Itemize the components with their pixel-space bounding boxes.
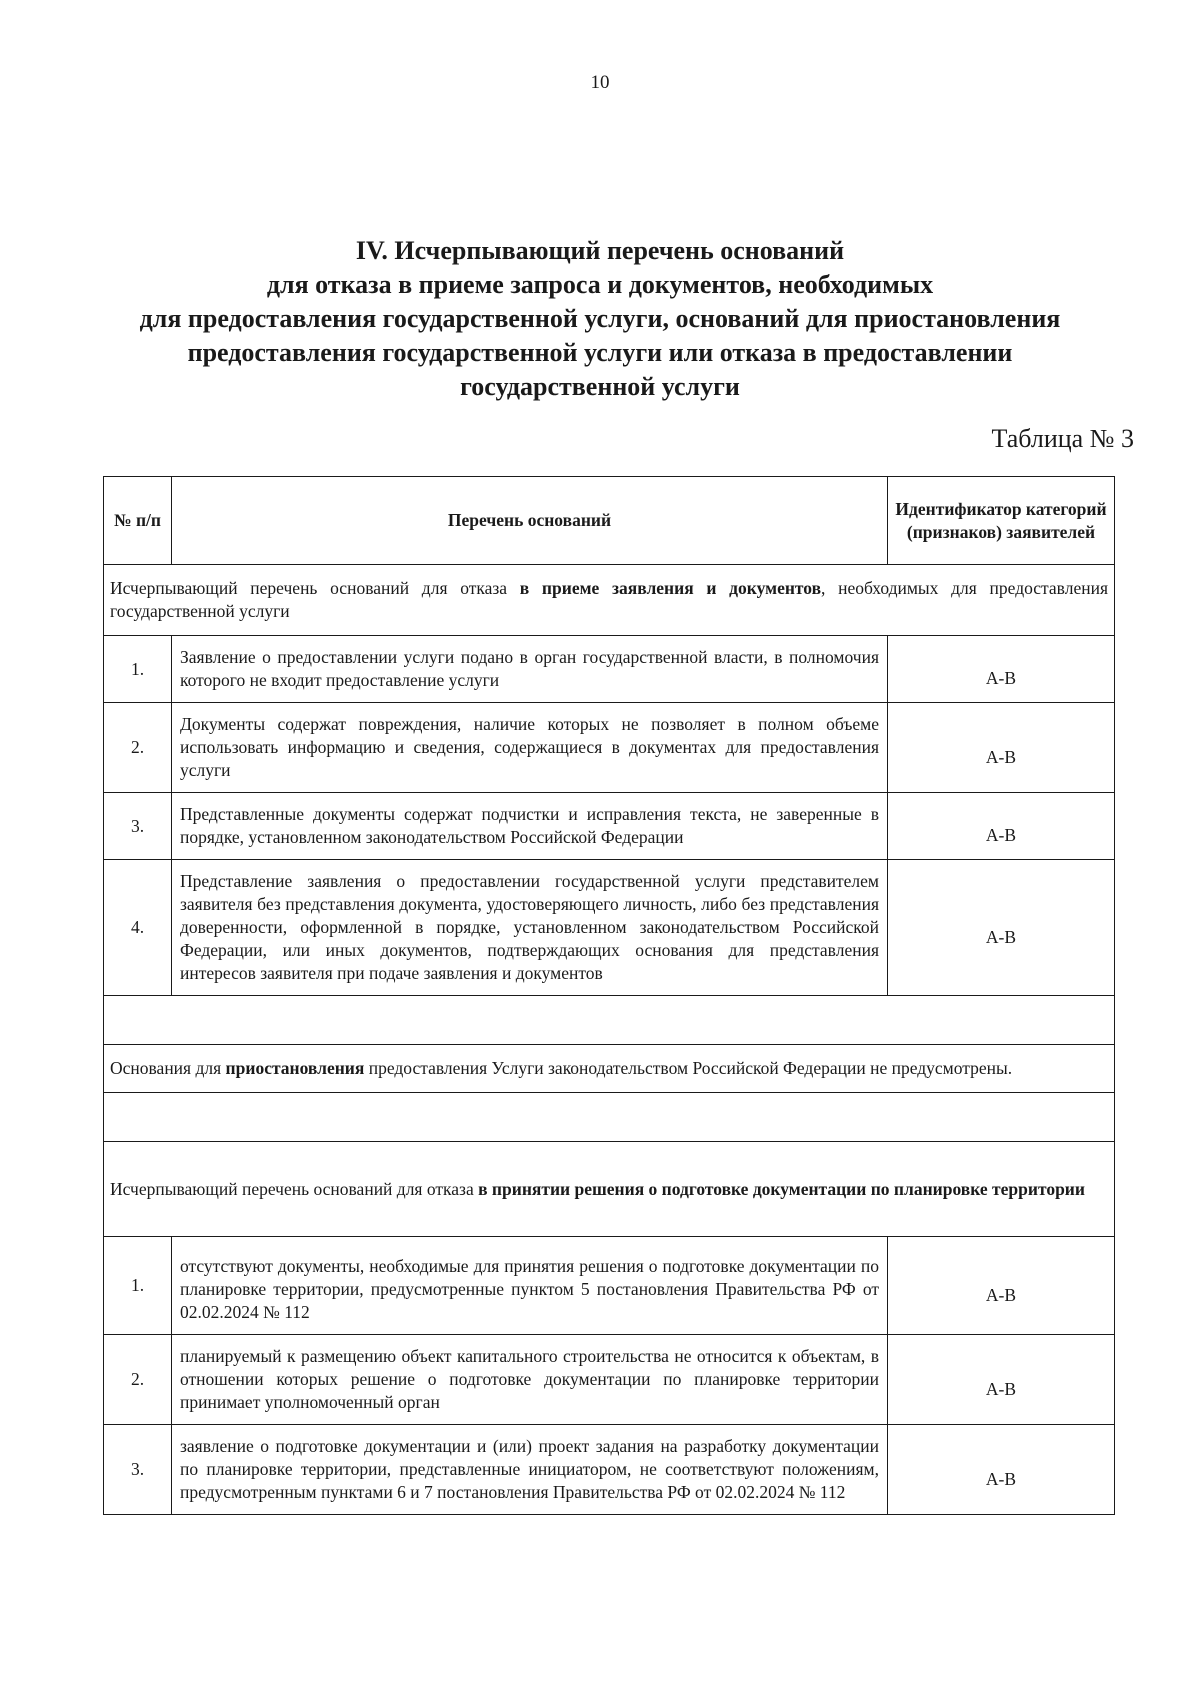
table-row [104,1237,1115,1335]
row-text: Заявление о предоставлении услуги подано в орган государственной власти, в полномочия которого не входит предоставление услуги [172,636,888,703]
header-identifier: Идентификатор категорий (признаков) заявителей [888,477,1115,565]
table-row [104,860,1115,996]
row-identifier: А-В [888,860,1115,996]
row-number: 1. [104,1237,172,1335]
table-row [104,1335,1115,1425]
row-identifier: А-В [888,636,1115,703]
empty-cell [104,1093,1115,1142]
table-row [104,636,1115,703]
empty-row [104,996,1115,1045]
empty-cell [104,996,1115,1045]
page-number: 10 [590,72,610,93]
table-header-row [104,477,1115,565]
section-row-suspension [104,1045,1115,1093]
heading-line: IV. Исчерпывающий перечень оснований [355,236,845,265]
row-text: Представленные документы содержат подчистки и исправления текста, не заверенные в порядке, установленном законодательством Российской Федерации [172,793,888,860]
section-text: Основания для приостановления предоставления Услуги законодательством Российской Федерации не предусмотрены. [104,1045,1115,1093]
header-grounds: Перечень оснований [172,477,888,565]
row-text: отсутствуют документы, необходимые для принятия решения о подготовке документации по планировке территории, предусмотренные пунктом 5 постановления Правительства РФ от 02.02.2024 № 112 [172,1237,888,1335]
row-number: 1. [104,636,172,703]
row-number: 3. [104,1425,172,1515]
row-identifier: А-В [888,1335,1115,1425]
row-text: заявление о подготовке документации и (или) проект задания на разработку документации по планировке территории, представленные инициатором, не соответствуют положениям, предусмотренным пунктами 6 и 7 постановления Правительства РФ от 02.02.2024 № 112 [172,1425,888,1515]
row-text: Представление заявления о предоставлении государственной услуги представителем заявителя без представления документа, удостоверяющего личность, либо без представления доверенности, оформленной в порядке, установленном законодательством Российской Федерации, или иных документов, подтверждающих основания для представления интересов заявителя при подаче заявления и документов [172,860,888,996]
table-row [104,793,1115,860]
row-number: 2. [104,703,172,793]
row-identifier: А-В [888,1237,1115,1335]
section-text: Исчерпывающий перечень оснований для отказа в принятии решения о подготовке документации по планировке территории [104,1142,1115,1237]
row-identifier: А-В [888,703,1115,793]
empty-row [104,1093,1115,1142]
row-identifier: А-В [888,793,1115,860]
row-text: планируемый к размещению объект капитального строительства не относится к объектам, в отношении которых решение о подготовке документации по планировке территории принимает уполномоченный орган [172,1335,888,1425]
heading-line: для предоставления государственной услуги, оснований для приостановления [139,304,1061,333]
row-identifier: А-В [888,1425,1115,1515]
table-caption: Таблица № 3 [991,424,1134,453]
heading-line: для отказа в приеме запроса и документов, необходимых [266,270,934,299]
section-row-refusal-acceptance [104,565,1115,636]
table-row [104,1425,1115,1515]
section-row-refusal-decision [104,1142,1115,1237]
row-text: Документы содержат повреждения, наличие которых не позволяет в полном объеме использовать информацию и сведения, содержащиеся в документах для предоставления услуги [172,703,888,793]
row-number: 4. [104,860,172,996]
section-heading [90,234,1110,404]
heading-line: государственной услуги [460,372,740,401]
heading-line: предоставления государственной услуги или отказа в предоставлении [187,338,1013,367]
grounds-table [103,476,1115,1515]
header-num: № п/п [104,477,172,565]
row-number: 2. [104,1335,172,1425]
table-row [104,703,1115,793]
row-number: 3. [104,793,172,860]
section-text: Исчерпывающий перечень оснований для отказа в приеме заявления и документов, необходимых для предоставления государственной услуги [104,565,1115,636]
